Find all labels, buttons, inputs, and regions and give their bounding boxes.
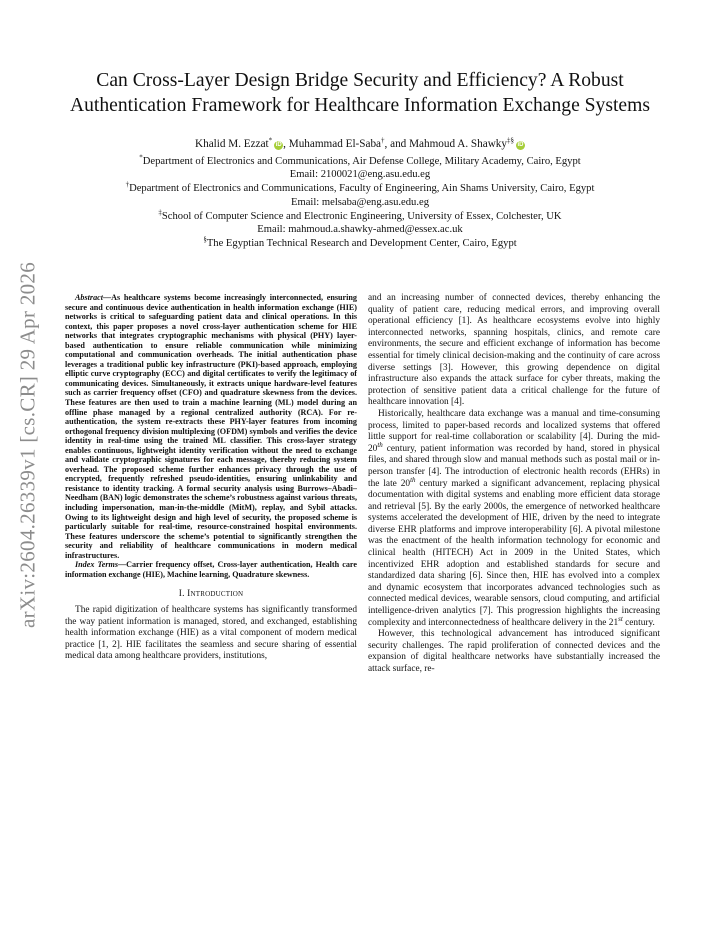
superscript: st <box>618 614 623 623</box>
author-2: Muhammad El-Saba <box>288 138 382 150</box>
affiliation-email <box>40 223 680 237</box>
superscript: th <box>377 440 383 449</box>
intro-paragraph-1-continued: and an increasing number of connected devices, thereby enhancing the quality of patient care, reducing medical errors, and improving overall operational efficiency [1]. As healthcare ecosystems evolve into highly interconnected networks, spanning hospitals, clinics, and remote care environments, the secure and efficient exchange of information has become essential for timely clinical decision-making and the continuity of care across diverse settings [3]. However, this growing dependence on digital infrastructure also expands the attack surface for cyber threats, making the protection of sensitive patient data a critical challenge for the future of healthcare innovation [4]. <box>368 293 660 408</box>
author-2-mark: † <box>381 136 385 145</box>
intro-paragraph-3: However, this technological advancement has introduced significant security challenges. The rapid proliferation of connected devices and the expansion of digital healthcare networks have substantially increased the attack surface, re- <box>368 629 660 674</box>
left-column <box>65 293 357 663</box>
author-3: and Mahmoud A. Shawky <box>390 138 507 150</box>
affiliation-text: Department of Electronics and Communications, Faculty of Engineering, Ain Shams University, Cairo, Egypt <box>129 183 595 195</box>
affiliation-text: School of Computer Science and Electronic Engineering, University of Essex, Colchester, UK <box>161 210 562 222</box>
intro-paragraph-2 <box>368 409 660 629</box>
affiliation-text: The Egyptian Technical Research and Development Center, Cairo, Egypt <box>206 237 517 249</box>
section-number: I. <box>178 589 185 600</box>
author-1-mark: * <box>268 136 273 145</box>
affiliation-text: Department of Electronics and Communications, Air Defense College, Military Academy, Cairo, Egypt <box>142 155 581 167</box>
arxiv-identifier: arXiv:2604.26339v1 [cs.CR] 29 Apr 2026 <box>15 261 40 629</box>
abstract-label: Abstract <box>75 293 103 302</box>
author-3-mark: ‡§ <box>506 136 514 145</box>
section-title: Introduction <box>187 589 244 600</box>
affiliation-mark: † <box>125 180 130 189</box>
abstract <box>65 293 357 560</box>
index-terms-text: —Carrier frequency offset, Cross-layer authentication, Health care information exchange (HIE), Machine learning, Quadrature skewness. <box>65 560 357 579</box>
right-column <box>368 293 660 676</box>
affiliation-line <box>40 237 680 251</box>
orcid-icon[interactable]: iD <box>275 142 282 148</box>
paragraph-text: Historically, healthcare data exchange was a manual and time-consuming process, limited to paper-based records and localized systems that offered little support for real-time collaboration or scalability [4]. During the mid-20 <box>368 408 660 454</box>
author-1: Khalid M. Ezzat <box>195 138 269 150</box>
index-terms <box>65 560 357 579</box>
title-line-2: Authentication Framework for Healthcare Information Exchange Systems <box>69 95 650 116</box>
affiliation-line <box>40 182 680 196</box>
email-text: Email: mahmoud.a.shawky-ahmed@essex.ac.uk <box>257 224 463 236</box>
affiliation-mark: ‡ <box>158 207 162 216</box>
index-terms-label: Index Terms <box>75 560 118 570</box>
email-text: Email: 2100021@eng.asu.edu.eg <box>289 169 431 181</box>
superscript: th <box>410 475 416 484</box>
intro-paragraph-1: The rapid digitization of healthcare systems has significantly transformed the way patient information is managed, stored, and exchanged, establishing health information exchange (HIE) as a vital component of modern medical practice [1, 2]. HIE facilitates the seamless and secure sharing of essential medical data among healthcare providers, institutions, <box>65 605 357 662</box>
affiliation-mark: § <box>203 235 207 244</box>
paragraph-text: century, patient information was recorded by hand, stored in physical files, and shared through slow and manual methods such as postal mail or in-person transfer [4]. The introduction of electronic health records (EHRs) in the late 20 <box>368 443 660 489</box>
author-block <box>40 138 680 251</box>
affiliation-mark: * <box>139 153 143 162</box>
author-names: Khalid M. Ezzat*iD , Muhammad El-Saba†, and Mahmoud A. Shawky‡§iD <box>195 136 524 150</box>
section-heading <box>65 589 357 601</box>
arxiv-side-stamp <box>8 250 48 640</box>
affiliation-email <box>40 168 680 182</box>
orcid-icon[interactable]: iD <box>517 142 524 148</box>
abstract-text: —As healthcare systems become increasingly interconnected, ensuring secure and continuous device authentication in health information exchange (HIE) networks is critical to safeguarding patient data and clinical operations. In this context, this paper proposes a novel cross-layer authentication scheme for HIE networks that integrates cryptographic mechanisms with physical (PHY) layer-based authentication to ensure reliable communication while minimizing computational and communication overheads. The initial authentication phase leverages a traditional public key infrastructure (PKI)-based approach, employing elliptic curve cryptography (ECC) and digital certificates to verify the legitimacy of communicating devices. Simultaneously, it extracts unique hardware-level features such as carrier frequency offset (CFO) and quadrature skewness from the devices. These features are then used to train a machine learning (ML) model during an offline phase managed by a regional centralized authority (RCA). For re-authentication, the system re-extracts these PHY-layer features from incoming orthogonal frequency division multiplexing (OFDM) symbols and verifies the device identity in real-time using the trained ML classifier. This cross-layer strategy enables continuous, lightweight identity verification without the need to exchange and validate cryptographic signatures for each message, thereby reducing system overhead. The proposed scheme further enhances privacy through the use of encrypted, frequently refreshed pseudo-identities, ensuring unlinkability and resistance to identity tracking. A formal security analysis using Burrows–Abadi–Needham (BAN) logic demonstrates the scheme’s robustness against various threats, including impersonation, man-in-the-middle (MitM), replay, and Sybil attacks. Owing to its lightweight design and high level of security, the proposed scheme is particularly suitable for real-time, resource-constrained hospital environments. These features underscore the scheme’s potential to significantly strengthen the security and reliability of healthcare communications in modern medical infrastructures. <box>65 293 357 560</box>
paragraph-text: century. <box>622 617 655 628</box>
affiliation-email <box>40 196 680 210</box>
email-text: Email: melsaba@eng.asu.edu.eg <box>290 196 429 208</box>
affiliation-line <box>40 207 680 224</box>
paragraph-text: century marked a significant advancement, replacing physical documentation with digital systems and enabling more efficient data storage and retrieval [5]. By the early 2000s, the emergence of networked healthcare systems accelerated the development of HIE, driven by the need to integrate diverse EHR platforms and improve interoperability [6]. A pivotal milestone was the enactment of the health information technology for economic and clinical health (HITECH) Act in 2009 in the United States, which incentivized EHR adoption and established standards for secure and standardized data sharing [6]. Since then, HIE has evolved into a complex and dynamic ecosystem that incorporates advanced technologies such as connected medical devices, wearable sensors, cloud computing, and artificial intelligence-driven analytics [7]. This progression highlights the increasing complexity and interconnectedness of healthcare delivery in the 21 <box>368 478 660 628</box>
title-line-1: Can Cross-Layer Design Bridge Security and Efficiency? A Robust <box>96 70 624 91</box>
paper-title <box>40 68 680 118</box>
affiliation-line <box>40 155 680 169</box>
